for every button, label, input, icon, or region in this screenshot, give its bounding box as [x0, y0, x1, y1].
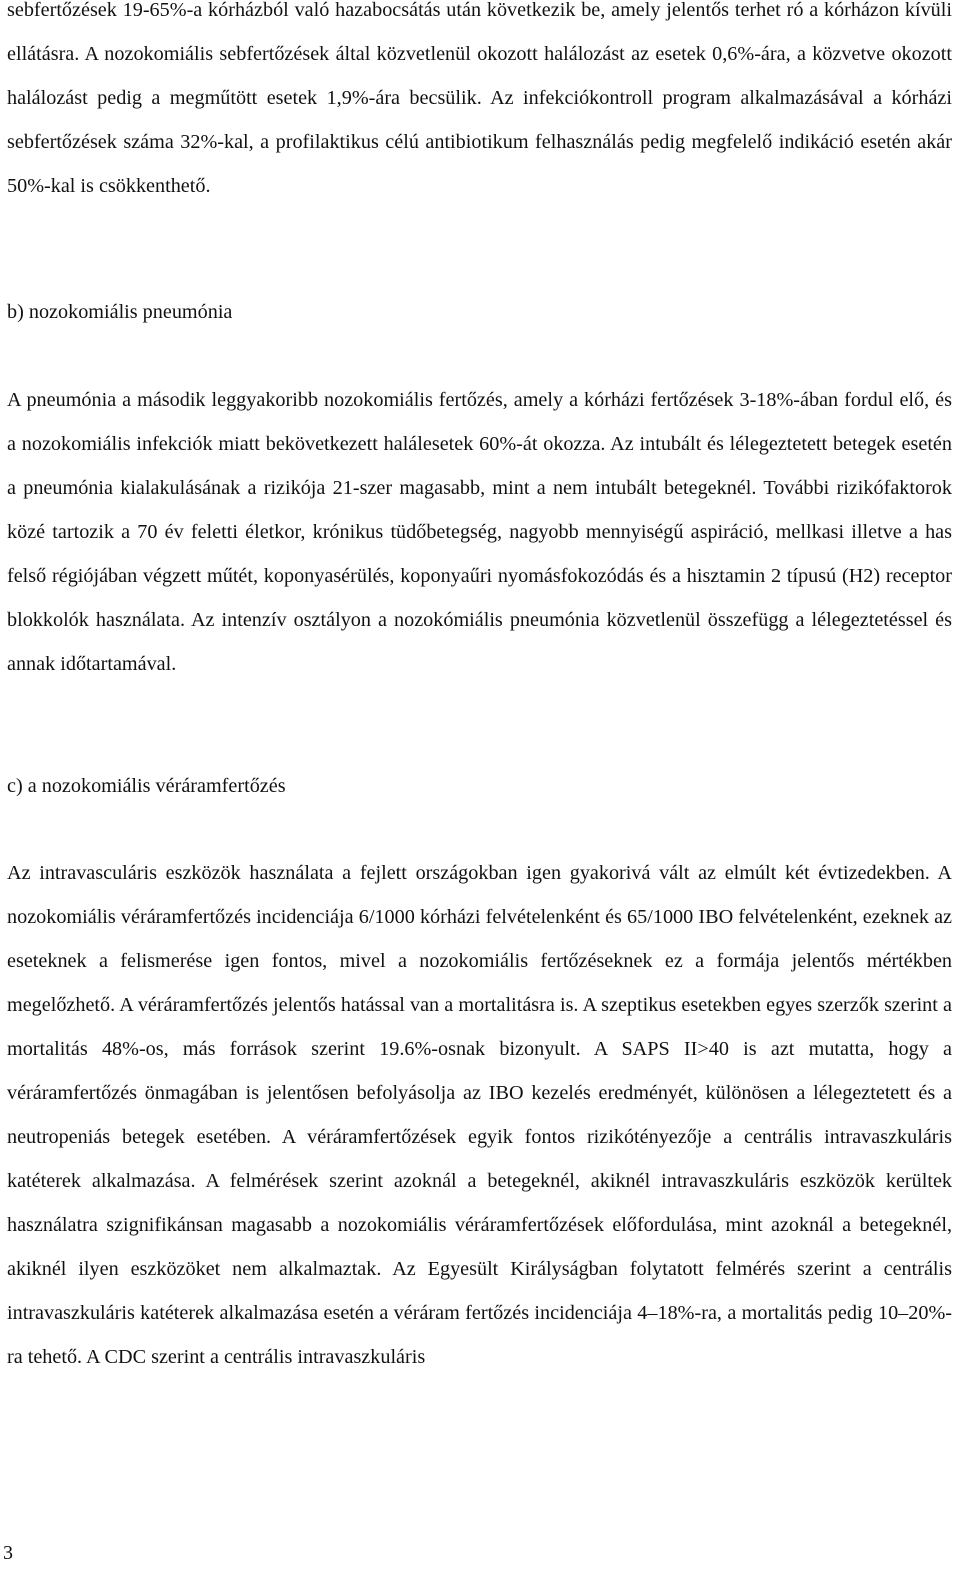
section-heading-pneumonia: b) nozokomiális pneumónia	[7, 301, 233, 323]
paragraph-wound-infection: sebfertőzések 19-65%-a kórházból való hazabocsátás után következik be, amely jelentős terhet ró a kórházon kívüli ellátásra. A nozokomiális sebfertőzések által közvetlenül okozott halálozást az esetek 0,6%-ára, a közvetve okozott halálozást pedig a megműtött esetek 1,9%-ára becsülik. Az infekciókontroll program alkalmazásával a kórházi sebfertőzések száma 32%-kal, a profilaktikus célú antibiotikum felhasználás pedig megfelelő indikáció esetén akár 50%-kal is csökkenthető.	[7, 0, 952, 197]
section-heading-bloodstream-infection: c) a nozokomiális véráramfertőzés	[7, 775, 286, 797]
paragraph-bloodstream-infection: Az intravasculáris eszközök használata a fejlett országokban igen gyakorivá vált az elmúlt két évtizedekben. A nozokomiális véráramfertőzés incidenciája 6/1000 kórházi felvételenként és 65/1000 IBO felvételenként, ezeknek az eseteknek a felismerése igen fontos, mivel a nozokomiális fertőzéseknek ez a formája jelentős mértékben megelőzhető. A véráramfertőzés jelentős hatással van a mortalitásra is. A szeptikus esetekben egyes szerzők szerint a mortalitás 48%-os, más források szerint 19.6%-osnak bizonyult. A SAPS II>40 is azt mutatta, hogy a véráramfertőzés önmagában is jelentősen befolyásolja az IBO kezelés eredményét, különösen a lélegeztetett és a neutropeniás betegek esetében. A véráramfertőzések egyik fontos rizikótényezője a centrális intravaszkuláris katéterek alkalmazása. A felmérések szerint azoknál a betegeknél, akiknél intravaszkuláris eszközök kerültek használatra szignifikánsan magasabb a nozokomiális véráramfertőzések előfordulása, mint azoknál a betegeknél, akiknél ilyen eszközöket nem alkalmaztak. Az Egyesült Királyságban folytatott felmérés szerint a centrális intravaszkuláris katéterek alkalmazása esetén a véráram fertőzés incidenciája 4–18%-ra, a mortalitás pedig 10–20%-ra tehető. A CDC szerint a centrális intravaszkuláris	[7, 862, 952, 1368]
paragraph-pneumonia: A pneumónia a második leggyakoribb nozokomiális fertőzés, amely a kórházi fertőzések 3-18%-ában fordul elő, és a nozokomiális infekciók miatt bekövetkezett halálesetek 60%-át okozza. Az intubált és lélegeztetett betegek esetén a pneumónia kialakulásának a rizikója 21-szer magasabb, mint a nem intubált betegeknél. További rizikófaktorok közé tartozik a 70 év feletti életkor, krónikus tüdőbetegség, nagyobb mennyiségű aspiráció, mellkasi illetve a has felső régiójában végzett műtét, koponyasérülés, koponyaűri nyomásfokozódás és a hisztamin 2 típusú (H2) receptor blokkolók használata. Az intenzív osztályon a nozokómiális pneumónia közvetlenül összefügg a lélegeztetéssel és annak időtartamával.	[7, 389, 952, 675]
page-number: 3	[3, 1542, 13, 1564]
